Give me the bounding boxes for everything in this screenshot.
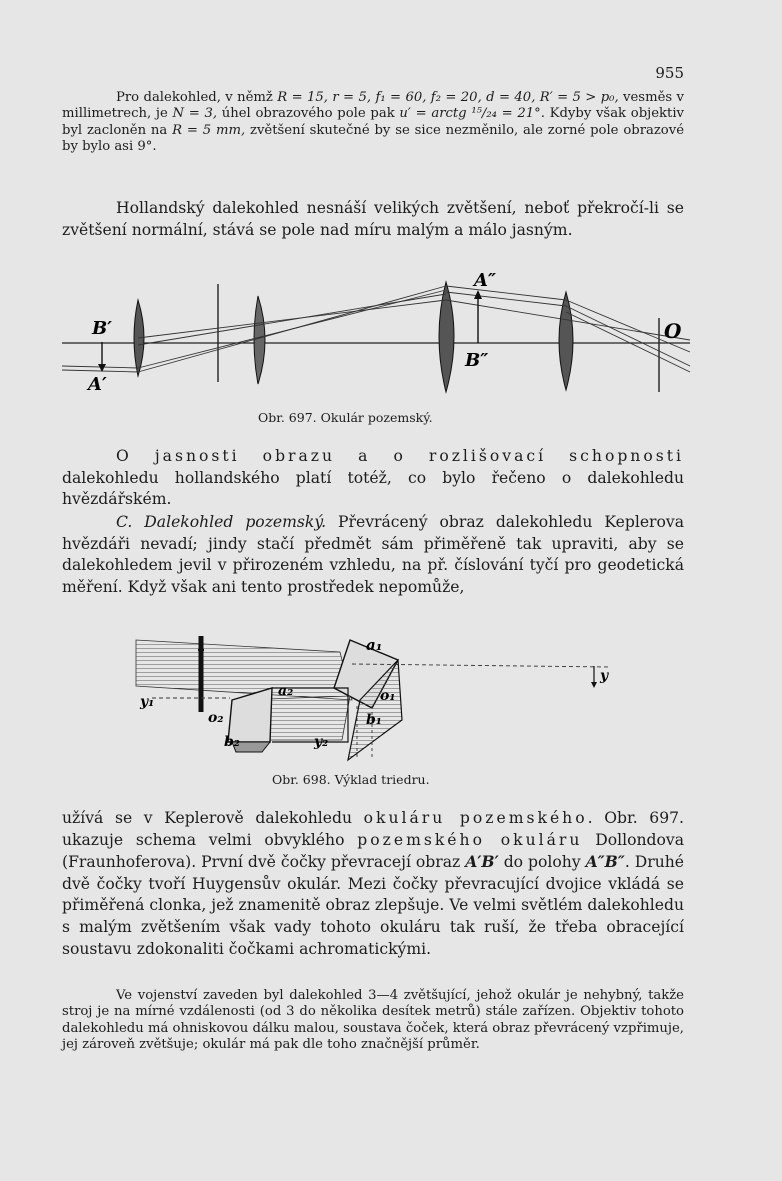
p5-a2b2: A″B″ [585,852,625,872]
p5-c: . Obr. 697. ukazuje schema velmi obvyklého [62,809,684,849]
fig698-label-a2: a₂ [278,683,294,699]
p5-a: užívá se v Keplerově dalekohledu [62,809,364,827]
p1-formula-c: N = 3, [172,106,218,122]
page-number: 955 [655,64,684,82]
fig698-label-b2: b₂ [224,734,240,750]
p1-formula-e: R = 5 mm, [172,122,246,138]
p1-formula-b: R′ = 5 > p₀, [539,90,619,105]
fig698-label-y: y [600,668,609,684]
p1-suffix: zvětšení skutečné by se sice nezměnilo, ale zorné pole obrazové by bylo asi 9°. [62,122,685,154]
fig697-label-o: O [664,319,682,343]
fig698-label-o2: o₂ [208,710,224,726]
p1-formula-d: u′ = arctg ¹⁵/₂₄ = 21°. [399,106,545,122]
p3-lead-spaced: O jasnosti obrazu a o rozlišovací schopnosti [116,447,684,465]
p5-i: . Druhé dvě čočky tvoří Huygensův okulár. Mezi čočky převracující dvojice vkládá se přiměřená clonka, jež znamenitě obraz zlepšuje. Ve velmi světlém dalekohledu s malým zvětšením však vady tohoto okuláru tak ruší, že třeba obracející soustavu zdokonaliti čočkami achromatickými. [62,853,685,958]
fig697-label-b2: B″ [465,350,489,371]
p1-mid: vesměs v millimetrech, je [62,90,684,122]
fig698-label-o1: o₁ [380,688,396,704]
fig697-label-b1: B′ [92,318,112,339]
p5-a1b1: A′B′ [465,852,499,872]
fig698-label-b1: b₁ [366,712,382,728]
p5-spaced-b: okuláru pozemského [363,809,588,827]
p4-text: Převrácený obraz dalekohledu Keplerova hvězdáři nevadí; jindy stačí předmět sám přiměřeně tak upraviti, aby se dalekohledem jevil v přirozeném vzhledu, na př. číslování tyčí pro geodetická měření. Když však ani tento prostředek nepomůže, [62,513,684,596]
fig698-label-a1: a₁ [366,636,383,654]
fig697-caption: Obr. 697. Okulár pozemský. [258,410,433,425]
p1-formula-a: R = 15, r = 5, f₁ = 60, f₂ = 20, d = 40, [277,90,536,105]
fig697-label-a1: A′ [88,374,107,395]
p1-prefix: Pro dalekohled, v němž [116,90,278,105]
p5-spaced-d: pozemského okuláru [357,830,583,849]
p1-mid3: Kdyby však objektiv byl zacloněn na [62,106,684,138]
paragraph-okular-pozemsky [62,808,684,960]
fig698-incoming-beam [136,640,352,700]
fig698-label-y1: y₁ [140,694,155,710]
fig698-caption: Obr. 698. Výklad triedru. [272,772,430,787]
p5-g: do polohy [498,853,586,872]
p5-e: Dollondova (Fraunhoferova). První dvě čočky převracejí obraz [62,830,684,872]
paragraph-hollandsky: Hollandský dalekohled nesnáší velikých zvětšení, neboť překročí-li se zvětšení normální, stává se pole nad míru malým a málo jasným. [62,199,684,239]
fig697-label-a2: A″ [474,270,497,291]
fig698-label-y2: y₂ [314,734,329,750]
p1-mid2: úhel obrazového pole pak [217,106,400,122]
paragraph-vojenstvi: Ve vojenství zaveden byl dalekohled 3—4 zvětšující, jehož okulár je nehybný, takže stroj je na mírné vzdálenosti (od 3 do několika desítek metrů) stále zařízen. Objektiv tohoto dalekohledu má ohniskovou dálku malou, soustava čoček, která obraz převrácený vzpřimuje, jej zároveň zvětšuje; okulár má pak dle toho značnější průměr. [62,988,684,1052]
section-heading-c: C. Dalekohled pozemský. [116,513,327,531]
p3-rest: dalekohledu hollandského platí totéž, co bylo řečeno o dalekohledu hvězdářském. [62,468,684,509]
